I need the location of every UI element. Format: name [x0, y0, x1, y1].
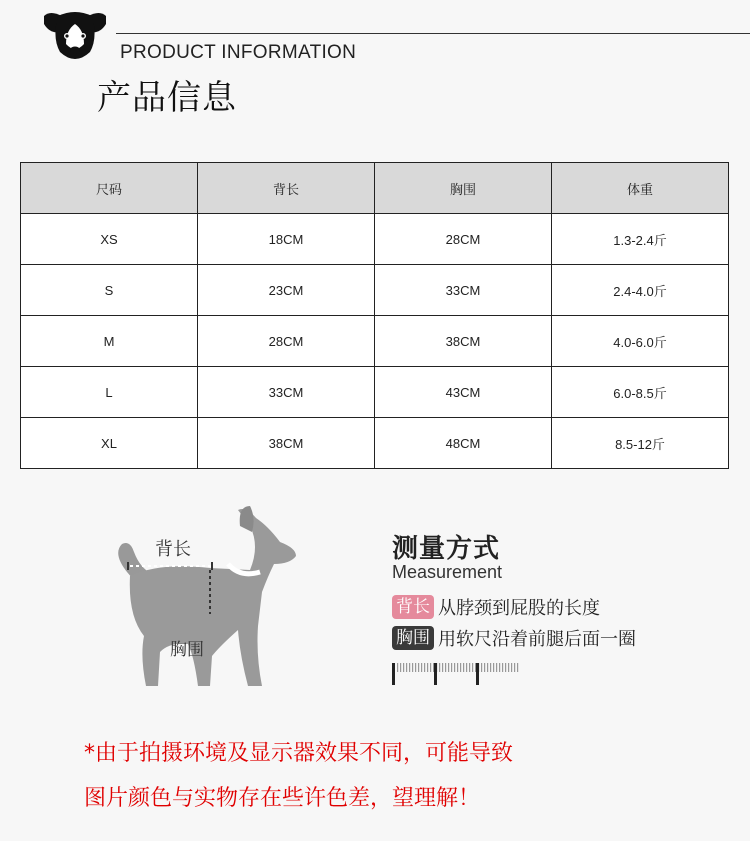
- chest-tag: 胸围: [392, 626, 434, 650]
- cell-size: XL: [21, 418, 198, 469]
- back-length-tag: 背长: [392, 595, 434, 619]
- cell-back-length: 28CM: [198, 316, 375, 367]
- ruler-tick: [397, 663, 398, 672]
- header-divider: [116, 33, 750, 34]
- cell-size: M: [21, 316, 198, 367]
- cell-back-length: 18CM: [198, 214, 375, 265]
- ruler-tick: [406, 663, 407, 672]
- ruler-tick: [430, 663, 431, 672]
- table-row: [21, 367, 729, 418]
- ruler-tick: [472, 663, 473, 672]
- measurement-item-back-length: [392, 594, 600, 620]
- ruler-tick: [508, 663, 509, 672]
- cell-weight: 1.3-2.4斤: [552, 214, 729, 265]
- ruler-tick: [445, 663, 446, 672]
- ruler-tick: [427, 663, 428, 672]
- cell-size: L: [21, 367, 198, 418]
- ruler-tick: [457, 663, 458, 672]
- ruler-tick: [487, 663, 488, 672]
- measurement-title: 测量方式: [392, 534, 501, 564]
- ruler-tick: [493, 663, 494, 672]
- dog-silhouette-icon: [100, 496, 350, 706]
- table-row: [21, 418, 729, 469]
- cell-back-length: 33CM: [198, 367, 375, 418]
- ruler-tick: [454, 663, 455, 672]
- column-header-weight: 体重: [552, 163, 729, 214]
- cell-back-length: 38CM: [198, 418, 375, 469]
- ruler-tick: [466, 663, 467, 672]
- ruler-tick: [412, 663, 413, 672]
- ruler-tick: [448, 663, 449, 672]
- cell-size: XS: [21, 214, 198, 265]
- measurement-item-chest: [392, 625, 636, 651]
- back-length-description: 从脖颈到屁股的长度: [438, 598, 600, 619]
- size-table: [20, 162, 729, 469]
- ruler-tick: [463, 663, 464, 672]
- disclaimer-line-1: *由于拍摄环境及显示器效果不同，可能导致: [84, 741, 514, 766]
- cell-back-length: 23CM: [198, 265, 375, 316]
- ruler-tick: [415, 663, 416, 672]
- chest-label: 胸围: [170, 640, 204, 660]
- column-header-chest: 胸围: [375, 163, 552, 214]
- ruler-icon: [392, 660, 522, 686]
- ruler-tick: [460, 663, 461, 672]
- ruler-tick: [496, 663, 497, 672]
- table-row: [21, 316, 729, 367]
- cell-chest: 28CM: [375, 214, 552, 265]
- ruler-tick: [424, 663, 425, 672]
- ruler-tick: [514, 663, 515, 672]
- back-length-label: 背长: [155, 539, 191, 560]
- ruler-tick: [421, 663, 422, 672]
- table-header-row: [21, 163, 729, 214]
- cell-weight: 2.4-4.0斤: [552, 265, 729, 316]
- cell-chest: 33CM: [375, 265, 552, 316]
- cell-weight: 8.5-12斤: [552, 418, 729, 469]
- ruler-tick: [400, 663, 401, 672]
- table-row: [21, 265, 729, 316]
- column-header-back-length: 背长: [198, 163, 375, 214]
- ruler-tick: [499, 663, 500, 672]
- disclaimer-line-2: 图片颜色与实物存在些许色差，望理解！: [84, 786, 481, 811]
- ruler-tick: [484, 663, 485, 672]
- cell-weight: 4.0-6.0斤: [552, 316, 729, 367]
- ruler-tick: [469, 663, 470, 672]
- cell-size: S: [21, 265, 198, 316]
- cell-chest: 43CM: [375, 367, 552, 418]
- chest-description: 用软尺沿着前腿后面一圈: [438, 629, 636, 650]
- column-header-size: 尺码: [21, 163, 198, 214]
- section-subtitle: PRODUCT INFORMATION: [120, 42, 357, 63]
- table-row: [21, 214, 729, 265]
- measurement-subtitle: Measurement: [392, 562, 503, 582]
- ruler-tick: [403, 663, 404, 672]
- page-title: 产品信息: [97, 78, 237, 118]
- ruler-tick: [517, 663, 518, 672]
- ruler-tick: [505, 663, 506, 672]
- ruler-tick: [502, 663, 503, 672]
- ruler-tick: [409, 663, 410, 672]
- ruler-tick: [481, 663, 482, 672]
- cell-weight: 6.0-8.5斤: [552, 367, 729, 418]
- dog-face-icon: [40, 10, 110, 66]
- ruler-tick: [439, 663, 440, 672]
- ruler-tick: [442, 663, 443, 672]
- ruler-tick: [418, 663, 419, 672]
- cell-chest: 48CM: [375, 418, 552, 469]
- ruler-tick: [511, 663, 512, 672]
- ruler-tick: [451, 663, 452, 672]
- cell-chest: 38CM: [375, 316, 552, 367]
- ruler-tick: [490, 663, 491, 672]
